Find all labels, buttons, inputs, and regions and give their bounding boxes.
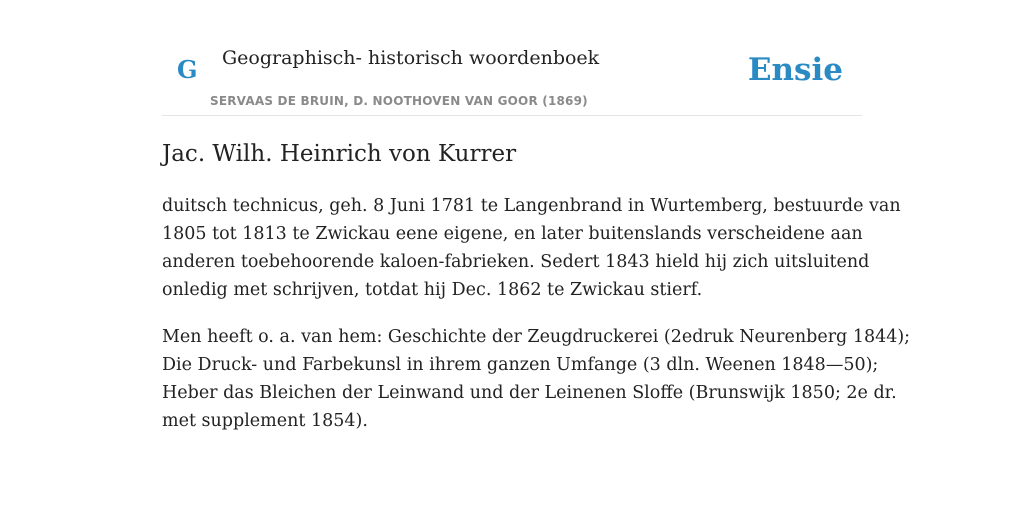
paragraph-line: 1805 tot 1813 te Zwickau eene eigene, en later buitenslands verscheidene aan xyxy=(162,224,863,244)
paragraph-line: Heber das Bleichen der Leinwand und der Leinenen Sloffe (Brunswijk 1850; 2e dr. xyxy=(162,383,897,403)
entry-paragraph xyxy=(162,323,911,435)
ensie-logo[interactable]: Ensie xyxy=(747,52,843,88)
book-header xyxy=(162,0,862,116)
index-letter-link[interactable]: G xyxy=(177,55,198,84)
paragraph-line: Die Druck- und Farbekunsl in ihrem ganzen Umfange (3 dln. Weenen 1848—50); xyxy=(162,355,879,375)
paragraph-line: anderen toebehoorende kaloen-fabrieken. Sedert 1843 hield hij zich uitsluitend xyxy=(162,252,870,272)
paragraph-line: met supplement 1854). xyxy=(162,411,368,431)
paragraph-line: duitsch technicus, geh. 8 Juni 1781 te Langenbrand in Wurtemberg, bestuurde van xyxy=(162,196,901,216)
paragraph-line: Men heeft o. a. van hem: Geschichte der Zeugdruckerei (2edruk Neurenberg 1844); xyxy=(162,327,911,347)
book-title-link[interactable]: Geographisch- historisch woordenboek xyxy=(222,47,600,69)
entry-title: Jac. Wilh. Heinrich von Kurrer xyxy=(162,141,517,167)
book-author: SERVAAS DE BRUIN, D. NOOTHOVEN VAN GOOR (1869) xyxy=(210,94,588,108)
entry-paragraph xyxy=(162,192,901,304)
paragraph-line: onledig met schrijven, totdat hij Dec. 1862 te Zwickau stierf. xyxy=(162,280,703,300)
entry-content xyxy=(162,136,911,435)
